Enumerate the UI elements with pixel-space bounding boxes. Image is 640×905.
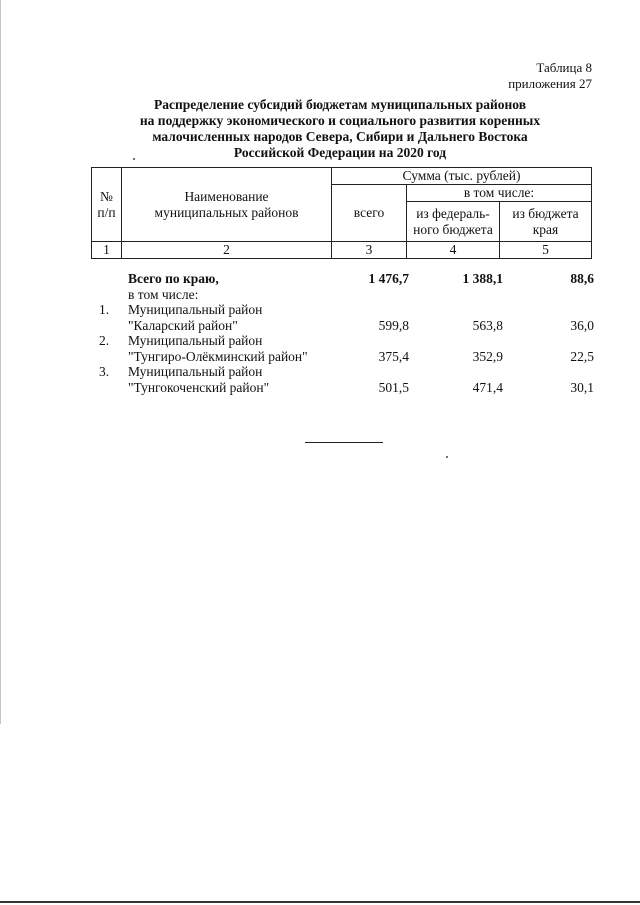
table-body (91, 271, 596, 395)
row-total: 375,4 (378, 348, 409, 364)
scan-edge-left (0, 0, 2, 905)
row-name-line-1: Муниципальный район (128, 302, 263, 317)
scan-speck (133, 158, 135, 160)
table-row-continued (91, 349, 596, 365)
row-name-line-1: Муниципальный район (128, 333, 263, 348)
including-label: в том числе: (128, 286, 199, 302)
row-federal: 352,9 (472, 348, 503, 364)
header-cell-regional (500, 202, 592, 242)
header-cell-number (92, 168, 122, 242)
subsidy-table-header (91, 167, 592, 259)
row-name-line-1: Муниципальный район (128, 364, 263, 379)
header-cell-sum: Сумма (тыс. рублей) (332, 168, 592, 185)
table-row (91, 364, 596, 380)
summary-label: Всего по краю, (128, 271, 219, 286)
summary-regional: 88,6 (570, 271, 594, 286)
header-cell-total: всего (332, 185, 407, 242)
title-line-3: малочисленных народов Севера, Сибири и Дальнего Востока (152, 129, 528, 144)
row-name-line-2: "Каларский район" (128, 317, 238, 333)
scan-speck (446, 456, 448, 458)
header-name-line-2: муниципальных районов (154, 204, 299, 220)
row-total: 501,5 (378, 379, 409, 395)
row-number: 3. (99, 364, 110, 379)
row-number: 2. (99, 333, 110, 348)
header-regional-line-1: из бюджета (512, 205, 579, 221)
row-federal: 471,4 (472, 379, 503, 395)
header-federal-line-1: из федераль- (416, 205, 490, 221)
header-federal-line-2: ного бюджета (413, 221, 493, 237)
row-federal: 563,8 (472, 317, 503, 333)
header-cell-including: в том числе: (407, 185, 592, 202)
index-cell-2: 2 (122, 242, 332, 259)
table-number-label: Таблица 8 (536, 60, 592, 75)
row-regional: 30,1 (570, 379, 594, 395)
summary-total: 1 476,7 (368, 271, 409, 286)
table-row-continued (91, 318, 596, 334)
scan-edge-bottom (0, 901, 640, 903)
row-total: 599,8 (378, 317, 409, 333)
header-cell-federal (407, 202, 500, 242)
appendix-label: приложения 27 (508, 76, 592, 91)
end-of-table-rule (305, 442, 383, 443)
table-row (91, 302, 596, 318)
summary-federal: 1 388,1 (462, 271, 503, 286)
index-cell-3: 3 (332, 242, 407, 259)
table-caption (508, 60, 592, 92)
row-number: 1. (99, 302, 110, 317)
title-line-4: Российской Федерации на 2020 год (233, 145, 447, 160)
table-row (91, 333, 596, 349)
summary-row (91, 271, 596, 287)
title-line-1: Распределение субсидий бюджетам муниципальных районов (153, 97, 527, 112)
header-number-line-2: п/п (97, 204, 116, 220)
including-row (91, 287, 596, 303)
document-title (110, 97, 570, 161)
header-cell-name (122, 168, 332, 242)
index-cell-5: 5 (500, 242, 592, 259)
row-regional: 22,5 (570, 348, 594, 364)
row-regional: 36,0 (570, 317, 594, 333)
row-name-line-2: "Тунгиро-Олёкминский район" (128, 348, 308, 364)
header-name-line-1: Наименование (184, 188, 269, 204)
table-row-continued (91, 380, 596, 396)
title-line-2: на поддержку экономического и социального развития коренных (139, 113, 541, 128)
index-cell-1: 1 (92, 242, 122, 259)
header-regional-line-2: края (532, 221, 559, 237)
index-cell-4: 4 (407, 242, 500, 259)
row-name-line-2: "Тунгокоченский район" (128, 379, 270, 395)
header-number-line-1: № (100, 188, 113, 204)
